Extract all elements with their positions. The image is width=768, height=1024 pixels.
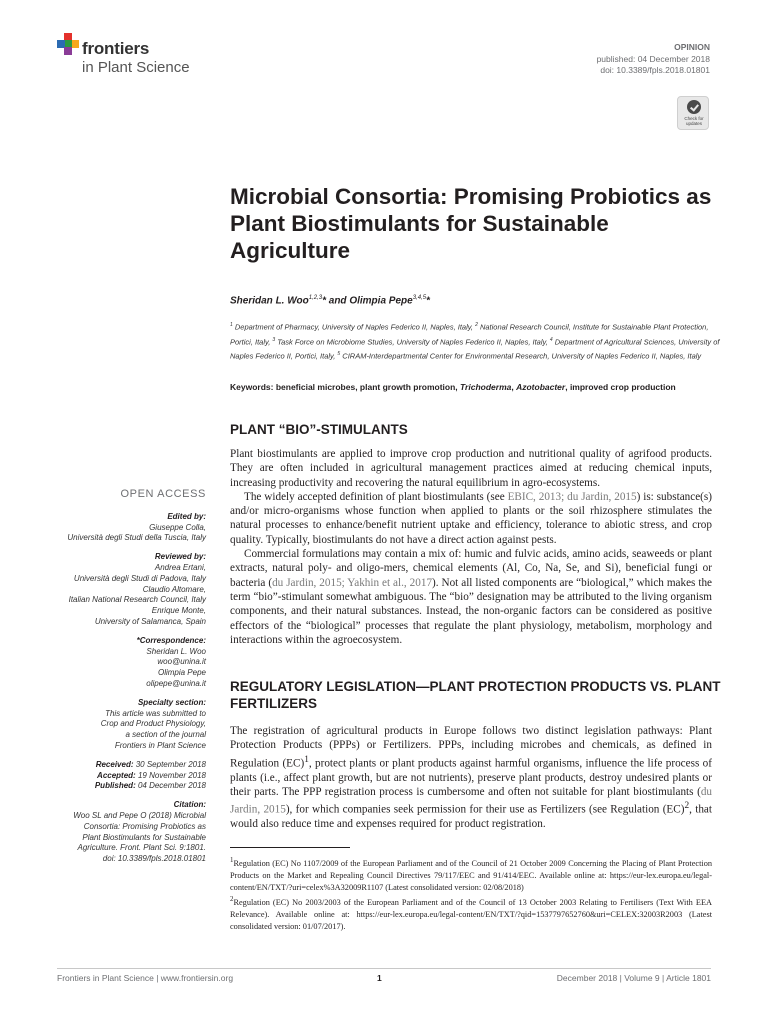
specialty-label: Specialty section:: [137, 697, 206, 707]
received-value: 30 September 2018: [133, 759, 206, 769]
author-separator: and: [325, 295, 350, 307]
received-label: Received:: [95, 759, 134, 769]
reviewer-affiliation: Italian National Research Council, Italy: [68, 595, 206, 605]
article-type: OPINION: [674, 42, 710, 52]
footer-divider: [57, 968, 711, 969]
footnote: [230, 894, 712, 933]
reviewer-name[interactable]: Claudio Altomare,: [142, 584, 206, 594]
citation-label: Citation:: [173, 800, 206, 810]
reviewer-affiliation: Università degli Studi di Padova, Italy: [73, 573, 206, 583]
corresponding-star: *: [426, 295, 430, 307]
affiliation-marker: 1,2,3: [308, 295, 323, 301]
paragraph-text: Commercial formulations may contain a mix of: humic and fulvic acids, amino acids, seaweeds or plant extracts, natural poly- and oligo-mers, chemical elements (Al, Co, Na, Se, and Si), beneficial fungi or bacteria (: [230, 548, 712, 589]
published-value: 04 December 2018: [135, 781, 206, 791]
keywords-text: beneficial microbes, plant growth promotion,: [273, 382, 461, 392]
specialty-line: Frontiers in Plant Science: [114, 740, 206, 750]
published-date-side: [40, 781, 206, 792]
citation-link[interactable]: du Jardin, 2015: [230, 785, 712, 816]
footnote: [230, 855, 712, 894]
footer-issue-info: December 2018 | Volume 9 | Article 1801: [556, 973, 711, 983]
affiliation-number: 4: [549, 336, 553, 343]
check-updates-icon: [687, 100, 701, 114]
keywords-label: Keywords:: [230, 382, 274, 392]
reviewer-affiliation: University of Salamanca, Spain: [94, 616, 206, 626]
reviewer-name[interactable]: Andrea Ertani,: [154, 562, 206, 572]
paragraph-text: The widely accepted definition of plant biostimulants (see: [244, 490, 508, 503]
article-title: Microbial Consortia: Promising Probiotics as Plant Biostimulants for Sustainable Agriculture: [230, 184, 712, 263]
affiliation-number: 3: [272, 336, 276, 343]
check-updates-label: Check for updates: [684, 116, 704, 126]
paragraph-text: ). Not all listed components are “biological,” which makes the term “bio”-stimulant somewhat ambiguous. The “bio” designation may be attributed to the living organism components, and their natural substances. Instead, the non-organic factors can be considered as positive effectors of the “biological” processes that regulate the plant physiology, metabolism, morphology and interactions within the agroecosystem.: [230, 576, 713, 646]
paragraph-text: ) is: substance(s) and/or micro-organisms whose function when applied to plants or the soil rhizosphere stimulates the natural processes to enhance/benefit nutrient uptake and efficiency, tolerance to abiotic stress, and crop quality. Typically, biostimulants do not have a direct action against pests.: [230, 490, 712, 546]
specialty-line: Crop and Product Physiology,: [100, 719, 206, 729]
edited-by-label: Edited by:: [167, 511, 206, 521]
page-number: 1: [377, 973, 382, 983]
doi-link[interactable]: doi: 10.3389/fpls.2018.01801: [600, 65, 710, 75]
published-label: Published:: [94, 781, 136, 791]
paragraph-text: , protect plants or plant products against harmful organisms, influence the life process of plants (i.e., affect plant growth, but are not nutrients), preserve plant products, destroy undesired plants or their parts. The PPP registration process is cumbersome and often not suitable for plant biostimulants (: [230, 757, 712, 798]
accepted-label: Accepted:: [97, 770, 136, 780]
citation-line: Woo SL and Pepe O (2018) Microbial: [73, 810, 206, 820]
paragraph-text: The registration of agricultural products in Europe follows two distinct legislation pathways: Plant Protection Products (PPPs) or Fertilizers. PPPs, including microbes and chemicals, as defined in Regulation (EC): [230, 725, 712, 770]
paragraph: Plant biostimulants are applied to improve crop production and nutritional quality of agrifood products. They are often included in agricultural management practices aimed at reducing chemical inputs, increasing productivity and recovering the natural equilibrium in agro-ecosystems.: [230, 448, 712, 489]
keyword-italic: Azotobacter: [516, 382, 566, 392]
footnote-divider: [230, 847, 350, 848]
footnote-number: 2: [230, 895, 234, 903]
correspondent-name: Olimpia Pepe: [157, 668, 206, 678]
keywords-text: , improved crop production: [565, 382, 676, 392]
correspondence-label: *Correspondence:: [136, 635, 206, 645]
affiliation-text: Task Force on Microbiome Studies, University of Naples Federico II, Naples, Italy,: [275, 337, 550, 347]
paragraph: [230, 547, 712, 647]
affiliation-marker: 3,4,5: [412, 295, 427, 301]
received-date: [40, 760, 206, 771]
citation-link[interactable]: du Jardin, 2015; Yakhin et al., 2017: [272, 576, 433, 589]
footer-journal-link[interactable]: Frontiers in Plant Science | www.frontiersin.org: [57, 973, 234, 983]
section-body: [230, 447, 712, 647]
footnote-marker[interactable]: 1: [304, 754, 309, 765]
citation-line: Plant Biostimulants for Sustainable: [82, 832, 206, 842]
citation-link[interactable]: EBIC, 2013; du Jardin, 2015: [507, 490, 637, 503]
check-for-updates-button[interactable]: [677, 96, 709, 130]
affiliation-text: National Research Council, Institute for Sustainable Plant Protection, Portici, Italy,: [230, 322, 709, 347]
affiliation-number: 2: [475, 322, 478, 328]
affiliations: [230, 319, 730, 363]
email-link[interactable]: olipepe@unina.it: [146, 678, 206, 688]
open-access-label: OPEN ACCESS: [120, 488, 206, 500]
section-heading: REGULATORY LEGISLATION—PLANT PROTECTION PRODUCTS VS. PLANT FERTILIZERS: [230, 679, 721, 711]
paragraph: [230, 490, 712, 547]
citation-block: [40, 800, 206, 865]
affiliation-text: CIRAM-Interdepartmental Center for Environmental Research, University of Naples Federico II, Naples, Italy: [340, 351, 702, 361]
citation-line: Agriculture. Front. Plant Sci. 9:1801.: [77, 843, 206, 853]
paragraph-text: ), for which companies seek permission for their use as Fertilizers (see Regulation (EC): [285, 803, 685, 816]
affiliation-number: 5: [337, 351, 341, 358]
section-heading: PLANT “BIO”-STIMULANTS: [230, 422, 408, 437]
keywords: [230, 382, 740, 392]
published-date: published: 04 December 2018: [596, 54, 710, 64]
affiliation-text: Department of Pharmacy, University of Naples Federico II, Naples, Italy,: [232, 322, 476, 332]
footnote-text: Regulation (EC) No 2003/2003 of the European Parliament and of the Council of 13 October 2003 Relating to Fertilisers (Text With EEA Relevance). Available online at: https://eur-lex.europa.eu/legal-content/EN/TXT/?qid=1537797652760&uri=CELEX:32003R2003 (Latest consolidated version: 01/07/2017).: [230, 897, 712, 931]
email-link[interactable]: woo@unina.it: [157, 657, 206, 667]
specialty-line: This article was submitted to: [105, 708, 206, 718]
affiliation-number: 1: [230, 322, 233, 328]
footnote-text: Regulation (EC) No 1107/2009 of the European Parliament and of the Council of 21 October 2009 Concerning the Placing of Plant Protection Products on the Market and Repealing Council Directives 79/117/EEC and 91/414/EEC. Available online at: https://eur-lex.europa.eu/legal-content/EN/TXT/?uri=celex%3A32009R1107 (Latest consolidated version: 02/08/2018): [230, 858, 712, 892]
section-body: [230, 724, 712, 832]
correspondence-block: [40, 636, 206, 690]
specialty-line: a section of the journal: [125, 730, 206, 740]
keyword-italic: Trichoderma: [460, 382, 512, 392]
reviewer-name[interactable]: Enrique Monte,: [151, 606, 206, 616]
author-name[interactable]: Sheridan L. Woo: [230, 295, 309, 307]
footnote-marker[interactable]: 2: [684, 801, 690, 812]
editor-affiliation: Università degli Studi della Tuscia, Italy: [67, 533, 206, 543]
article-info-sidebar: [40, 489, 206, 873]
footnotes: [230, 855, 712, 933]
citation-line: Consortia: Promising Probiotics as: [83, 821, 206, 831]
citation-doi-link[interactable]: doi: 10.3389/fpls.2018.01801: [102, 854, 206, 864]
frontiers-logo-icon: [57, 33, 79, 55]
accepted-date: [40, 771, 206, 782]
dates-block: [40, 760, 206, 792]
keywords-text: ,: [511, 382, 517, 392]
footnote-number: 1: [230, 857, 234, 864]
correspondent-name: Sheridan L. Woo: [146, 646, 206, 656]
journal-name: in Plant Science: [82, 59, 190, 76]
reviewed-by-label: Reviewed by:: [154, 552, 206, 562]
affiliation-text: Department of Agricultural Sciences, University of Naples Federico II, Portici, Italy,: [230, 337, 720, 361]
author-list: [230, 295, 430, 306]
reviewers-block: [40, 552, 206, 628]
editor-name[interactable]: Giuseppe Colla,: [149, 522, 206, 532]
editor-block: [40, 512, 206, 544]
paragraph: [230, 724, 712, 832]
accepted-value: 19 November 2018: [135, 770, 206, 780]
paragraph-text: , that would also reduce time and expenses required for product registration.: [230, 803, 712, 831]
specialty-block: [40, 698, 206, 752]
corresponding-star: *: [322, 295, 326, 307]
brand-name: frontiers: [82, 39, 150, 58]
author-name[interactable]: Olimpia Pepe: [349, 295, 413, 307]
